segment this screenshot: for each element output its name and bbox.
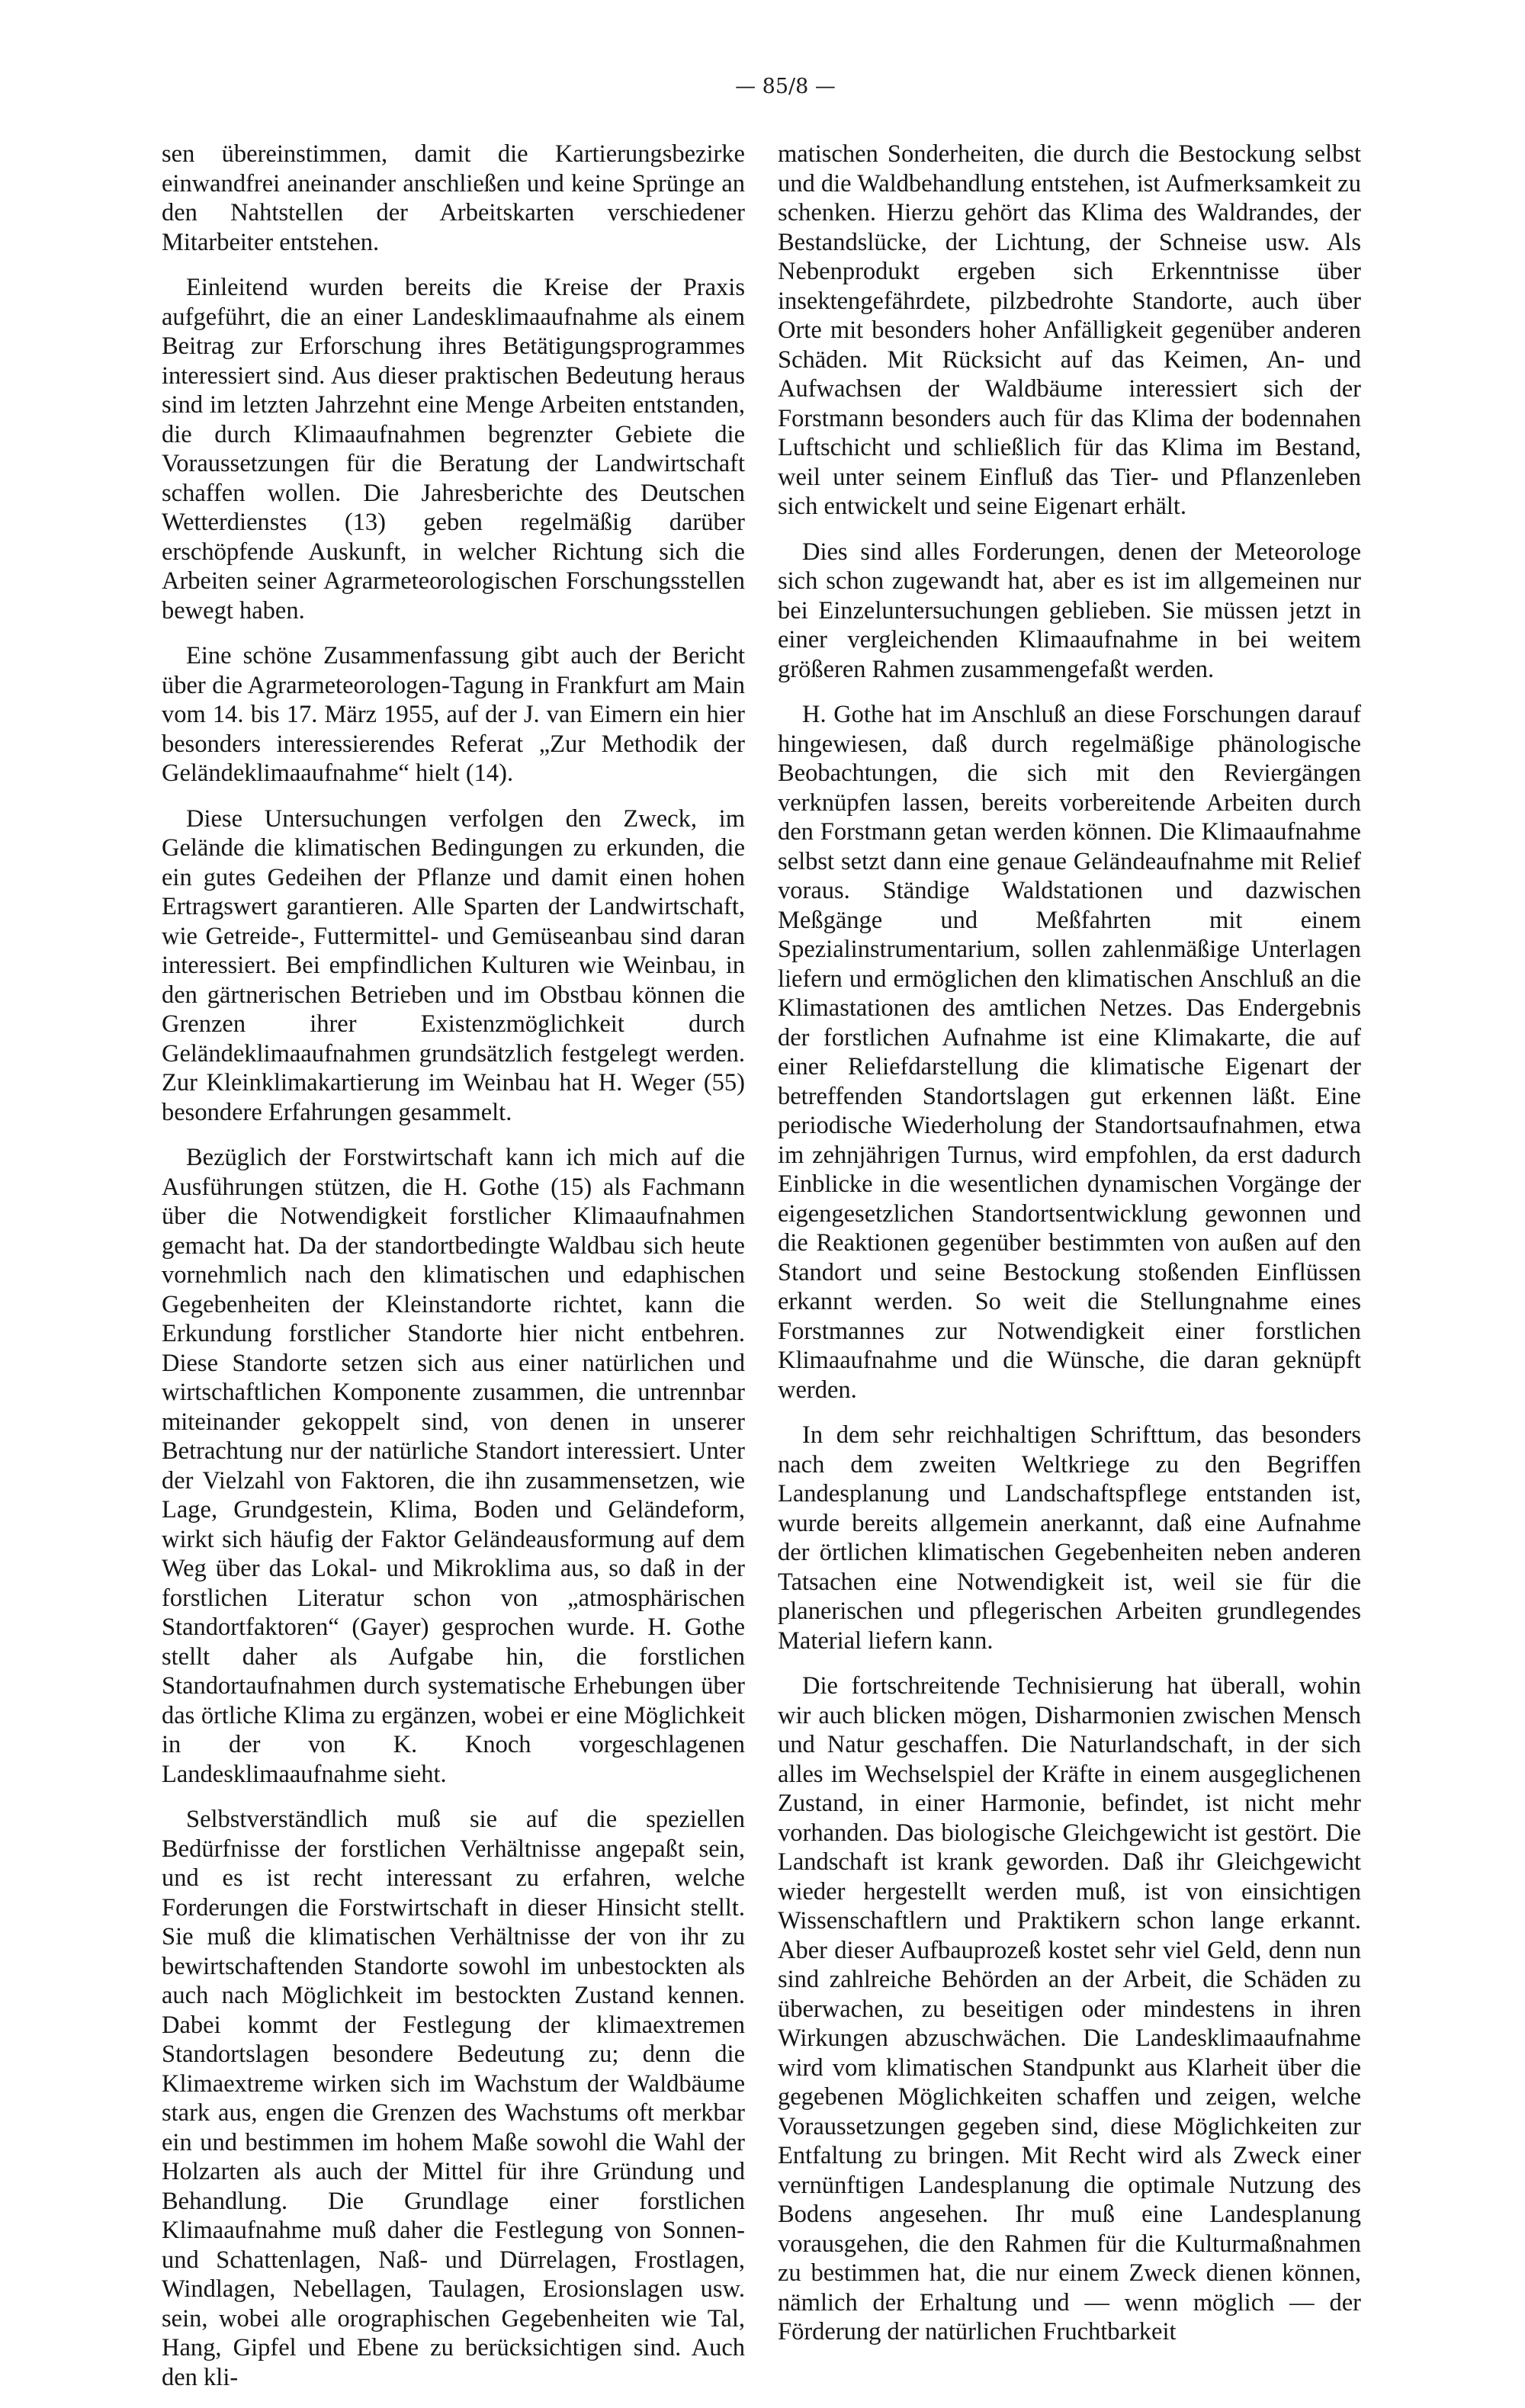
paragraph: Dies sind alles Forderungen, denen der Meteorologe sich schon zugewandt hat, aber es ist im allgemeinen nur bei Einzeluntersuchungen geblieben. Sie müssen jetzt in einer vergleichenden Klimaaufnahme in bei weitem größeren Rahmen zusammengefaßt werden. [778,538,1361,683]
paragraph: Bezüglich der Forstwirtschaft kann ich mich auf die Ausführungen stützen, die H. Gothe (15) als Fachmann über die Notwendigkeit forstlicher Klimaaufnahmen gemacht hat. Da der standortbedingte Waldbau sich heute vornehmlich nach den klimatischen und edaphischen Gegebenheiten der Kleinstandorte richtet, kann die Erkundung forstlicher Standorte hier nicht entbehren. Diese Standorte setzen sich aus einer natürlichen und wirtschaftlichen Komponente zusammen, die untrennbar miteinander gekoppelt sind, von denen in unserer Betrachtung nur der natürliche Standort interessiert. Unter der Vielzahl von Faktoren, die ihn zusammensetzen, wie Lage, Grundgestein, Klima, Boden und Geländeform, wirkt sich häufig der Faktor Geländeausformung auf dem Weg über das Lokal- und Mikroklima aus, so daß in der forstlichen Literatur schon von „atmosphärischen Standortfaktoren“ (Gayer) gesprochen wurde. H. Gothe stellt daher als Aufgabe hin, die forstlichen Standortaufnahmen durch systematische Erhebungen über das örtliche Klima zu ergänzen, wobei er eine Möglichkeit in der von K. Knoch vorgeschlagenen Landesklimaaufnahme sieht. [162,1144,745,1788]
left-column [162,140,745,2408]
paragraph: Einleitend wurden bereits die Kreise der Praxis aufgeführt, die an einer Landesklimaaufnahme als einem Beitrag zur Erforschung ihres Betätigungsprogrammes interessiert sind. Aus dieser praktischen Bedeutung heraus sind im letzten Jahrzehnt eine Menge Arbeiten entstanden, die durch Klimaaufnahmen begrenzter Gebiete die Voraussetzungen für die Beratung der Landwirtschaft schaffen wollen. Die Jahresberichte des Deutschen Wetterdienstes (13) geben regelmäßig darüber erschöpfende Auskunft, in welcher Richtung sich die Arbeiten seiner Agrarmeteorologischen Forschungsstellen bewegt haben. [162,274,745,624]
paragraph: sen übereinstimmen, damit die Kartierungsbezirke einwandfrei aneinander anschließen und keine Sprünge an den Nahtstellen der Arbeitskarten verschiedener Mitarbeiter entstehen. [162,140,745,256]
paragraph: In dem sehr reichhaltigen Schrifttum, das besonders nach dem zweiten Weltkriege zu den Begriffen Landesplanung und Landschaftspflege entstanden ist, wurde bereits allgemein anerkannt, daß eine Aufnahme der örtlichen klimatischen Gegebenheiten neben anderen Tatsachen eine Notwendigkeit ist, weil sie für die planerischen und pflegerischen Arbeiten grundlegendes Material liefern kann. [778,1421,1361,1655]
paragraph: Diese Untersuchungen verfolgen den Zweck, im Gelände die klimatischen Bedingungen zu erkunden, die ein gutes Gedeihen der Pflanze und damit einen hohen Ertragswert garantieren. Alle Sparten der Landwirtschaft, wie Getreide-, Futtermittel- und Gemüseanbau sind daran interessiert. Bei empfindlichen Kulturen wie Weinbau, in den gärtnerischen Betrieben und im Obstbau können die Grenzen ihrer Existenzmöglichkeit durch Geländeklimaaufnahmen grundsätzlich festgelegt werden. Zur Kleinklimakartierung im Weinbau hat H. Weger (55) besondere Erfahrungen gesammelt. [162,804,745,1126]
paragraph: matischen Sonderheiten, die durch die Bestockung selbst und die Waldbehandlung entstehen, ist Aufmerksamkeit zu schenken. Hierzu gehört das Klima des Waldrandes, der Bestandslücke, der Lichtung, der Schneise usw. Als Nebenprodukt ergeben sich Erkenntnisse über insektengefährdete, pilzbedrohte Standorte, auch über Orte mit besonders hoher Anfälligkeit gegenüber anderen Schäden. Mit Rücksicht auf das Keimen, An- und Aufwachsen der Waldbäume interessiert sich der Forstmann besonders auch für das Klima der bodennahen Luftschicht und schließlich für das Klima im Bestand, weil unter seinem Einfluß das Tier- und Pflanzenleben sich entwickelt und seine Eigenart erhält. [778,140,1361,520]
page-number: — 85/8 — [735,75,836,98]
paragraph: Die fortschreitende Technisierung hat überall, wohin wir auch blicken mögen, Disharmonien zwischen Mensch und Natur geschaffen. Die Naturlandschaft, in der sich alles im Wechselspiel der Kräfte in einem ausgeglichenen Zustand, in einer Harmonie, befindet, ist nicht mehr vorhanden. Das biologische Gleichgewicht ist gestört. Die Landschaft ist krank geworden. Daß ihr Gleichgewicht wieder hergestellt werden muß, ist von einsichtigen Wissenschaftlern und Praktikern schon lange erkannt. Aber dieser Aufbauprozeß kostet sehr viel Geld, denn nun sind zahlreiche Behörden an der Arbeit, die Schäden zu überwachen, zu beseitigen oder mindestens in ihren Wirkungen abzuschwächen. Die Landesklimaaufnahme wird vom klimatischen Standpunkt aus Klarheit über die gegebenen Möglichkeiten schaffen und zeigen, welche Voraussetzungen gegeben sind, diese Möglichkeiten zur Entfaltung zu bringen. Mit Recht wird als Zweck einer vernünftigen Landesplanung die optimale Nutzung des Bodens angesehen. Ihr muß eine Landesplanung vorausgehen, die den Rahmen für die Kulturmaßnahmen zu bestimmen hat, die nur einem Zweck dienen können, nämlich der Erhaltung und — wenn möglich — der Förderung der natürlichen Fruchtbarkeit [778,1672,1361,2345]
paragraph: Eine schöne Zusammenfassung gibt auch der Bericht über die Agrarmeteorologen-Tagung in Frankfurt am Main vom 14. bis 17. März 1955, auf der J. van Eimern ein hier besonders interessierendes Referat „Zur Methodik der Geländeklimaaufnahme“ hielt (14). [162,642,745,787]
paragraph: H. Gothe hat im Anschluß an diese Forschungen darauf hingewiesen, daß durch regelmäßige phänologische Beobachtungen, die sich mit den Reviergängen verknüpfen lassen, bereits vorbereitende Arbeiten durch den Forstmann getan werden können. Die Klimaaufnahme selbst setzt dann eine genaue Geländeaufnahme mit Relief voraus. Ständige Waldstationen und dazwischen Meßgänge und Meßfahrten mit einem Spezialinstrumentarium, sollen zahlenmäßige Unterlagen liefern und ermöglichen den klimatischen Anschluß an die Klimastationen des amtlichen Netzes. Das Endergebnis der forstlichen Aufnahme ist eine Klimakarte, die auf einer Reliefdarstellung die klimatische Eigenart der betreffenden Standortslagen gut erkennen läßt. Eine periodische Wiederholung der Standortsaufnahmen, etwa im zehnjährigen Turnus, wird empfohlen, da erst dadurch Einblicke in die wesentlichen dynamischen Vorgänge der eigengesetzlichen Standortsentwicklung gewonnen und die Reaktionen gegenüber bestimmten von außen auf den Standort und seine Bestockung stoßenden Einflüssen erkannt werden. So weit die Stellungnahme eines Forstmannes zur Notwendigkeit einer forstlichen Klimaaufnahme und die Wünsche, die daran geknüpft werden. [778,701,1361,1404]
paragraph: Selbstverständlich muß sie auf die speziellen Bedürfnisse der forstlichen Verhältnisse angepaßt sein, und es ist recht interessant zu erfahren, welche Forderungen die Forstwirtschaft in dieser Hinsicht stellt. Sie muß die klimatischen Verhältnisse der von ihr zu bewirtschaftenden Standorte sowohl im unbestockten als auch nach Möglichkeit im bestockten Zustand kennen. Dabei kommt der Festlegung der klimaextremen Standortslagen besondere Bedeutung zu; denn die Klimaextreme wirken sich im Wachstum der Waldbäume stark aus, engen die Grenzen des Wachstums oft merkbar ein und bestimmen im hohem Maße sowohl die Wahl der Holzarten als auch der Mittel für ihre Gründung und Behandlung. Die Grundlage einer forstlichen Klimaaufnahme muß daher die Festlegung von Sonnen- und Schattenlagen, Naß- und Dürrelagen, Frostlagen, Windlagen, Nebellagen, Taulagen, Erosionslagen usw. sein, wobei alle orographischen Gegebenheiten wie Tal, Hang, Gipfel und Ebene zu berücksichtigen sind. Auch den kli- [162,1806,745,2391]
right-column [778,140,1361,2363]
